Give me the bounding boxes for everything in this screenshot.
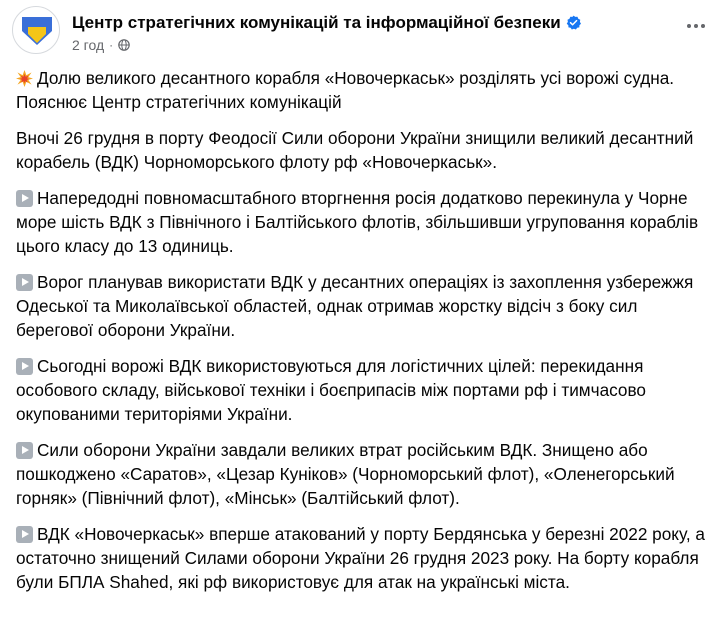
post-paragraph-3	[16, 186, 710, 258]
post-timestamp[interactable]: 2 год	[72, 37, 105, 53]
meta-separator: ·	[109, 38, 114, 52]
page-logo-icon	[22, 17, 52, 45]
paragraph-text: Вночі 26 грудня в порту Феодосії Сили оборони України знищили великий десантний корабель (ВДК) Чорноморського флоту рф «Новочеркаськ».	[16, 128, 694, 172]
post-paragraph-4	[16, 270, 710, 342]
play-button-icon	[16, 526, 33, 543]
post-meta	[72, 37, 130, 53]
post-paragraph-1	[16, 66, 710, 114]
more-options-icon-dot	[701, 24, 705, 28]
paragraph-text: Сьогодні ворожі ВДК використовуються для логістичних цілей: перекидання особового складу, військової техніки і боєприпасів між портами рф і тимчасово окупованими територіями України.	[16, 356, 646, 424]
play-button-icon	[16, 190, 33, 207]
more-options-button[interactable]	[678, 8, 714, 44]
play-button-icon	[16, 442, 33, 459]
post-paragraph-7	[16, 522, 710, 594]
more-options-icon-dot	[694, 24, 698, 28]
globe-icon[interactable]	[118, 39, 130, 51]
post-paragraph-6	[16, 438, 710, 510]
paragraph-text: ВДК «Новочеркаськ» вперше атакований у порту Бердянська у березні 2022 року, а остаточно знищений Силами оборони України 26 грудня 2023 року. На борту корабля були БПЛА Shahed, які рф використовує для атак на українські міста.	[16, 524, 705, 592]
post-paragraph-2	[16, 126, 710, 174]
page-name-text[interactable]: Центр стратегічних комунікацій та інформаційної безпеки	[72, 13, 561, 32]
play-button-icon	[16, 274, 33, 291]
verified-badge-icon	[566, 15, 581, 30]
post-header	[12, 6, 714, 60]
paragraph-text: Сили оборони України завдали великих втрат російським ВДК. Знищено або пошкоджено «Саратов», «Цезар Куніков» (Чорноморський флот), «Оленегорський горняк» (Північний флот), «Мінськ» (Балтійський флот).	[16, 440, 675, 508]
collision-burst-icon	[16, 70, 33, 87]
post-paragraph-5	[16, 354, 710, 426]
paragraph-text: Долю великого десантного корабля «Новочеркаськ» розділять усі ворожі судна. Пояснює Центр стратегічних комунікацій	[16, 68, 675, 112]
page-avatar[interactable]	[12, 6, 60, 54]
paragraph-text: Ворог планував використати ВДК у десантних операціях із захоплення узбережжя Одеської та Миколаївської областей, однак отримав жорстку відсіч з боку сил берегової оборони України.	[16, 272, 694, 340]
more-options-icon	[687, 24, 691, 28]
play-button-icon	[16, 358, 33, 375]
paragraph-text: Напередодні повномасштабного вторгнення росія додатково перекинула у Чорне море шість ВДК з Північного і Балтійського флотів, збільшивши угруповання кораблів цього класу до 13 одиниць.	[16, 188, 699, 256]
post-body	[16, 66, 710, 606]
page-name-link[interactable]	[72, 13, 581, 33]
